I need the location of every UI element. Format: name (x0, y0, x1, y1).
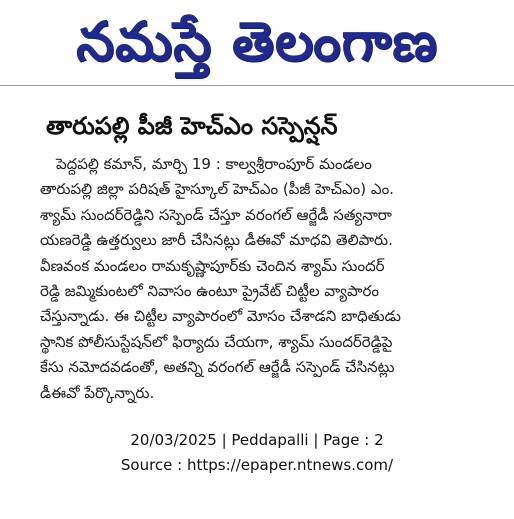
newspaper-masthead (0, 2, 514, 84)
article-body (40, 152, 480, 406)
masthead-title: నమస్తే తెలంగాణ (76, 10, 438, 73)
article-headline: తారుపల్లి పీజీ హెచ్‌ఎం సస్పెన్షన్ (46, 112, 338, 140)
source-link[interactable]: Source : https://epaper.ntnews.com/ (120, 456, 394, 474)
edition-meta: 20/03/2025 | Peddapalli | Page : 2 (130, 431, 384, 449)
masthead-divider (0, 85, 514, 86)
article-line: శ్యామ్ సుందర్‌రెడ్డిని సస్పెండ్ చేస్తూ వరంగల్ ఆర్జేడీ సత్యనారా (40, 205, 392, 224)
article-line: స్థానిక పోలీసుస్టేషన్‌లో ఫిర్యాదు చేయగా, శ్యామ్ సుందర్‌రెడ్డిపై (40, 332, 393, 351)
article-line: డీఈవో పేర్కొన్నారు. (40, 383, 155, 402)
article-line: తారుపల్లి జిల్లా పరిషత్ హైస్కూల్ హెచ్‌ఎం (పీజీ హెచ్‌ఎం) ఎం. (40, 180, 394, 199)
page-footer (0, 428, 514, 478)
article-line: కేసు నమోదవడంతో, అతన్ని వరంగల్ ఆర్జేడీ సస్పెండ్ చేసినట్లు (40, 358, 395, 377)
article-line: యణరెడ్డి ఉత్తర్వులు జారీ చేసినట్లు డీఈవో మాధవి తెలిపారు. (40, 231, 393, 250)
article-line: చేస్తున్నాడు. ఈ చిట్టీల వ్యాపారంలో మోసం చేశాడని బాధితుడు (40, 307, 401, 326)
article-line: రెడ్డి జమ్మికుంటలో నివాసం ఉంటూ ప్రైవేట్ చిట్టీల వ్యాపారం (40, 281, 379, 300)
article-line: పెద్దపల్లి కమాన్, మార్చి 19 : కాల్వశ్రీరాంపూర్ మండలం (56, 155, 372, 173)
article-line: వీణవంక మండలం రామకృష్ణాపూర్‌కు చెందిన శ్యామ్ సుందర్ (40, 256, 385, 275)
